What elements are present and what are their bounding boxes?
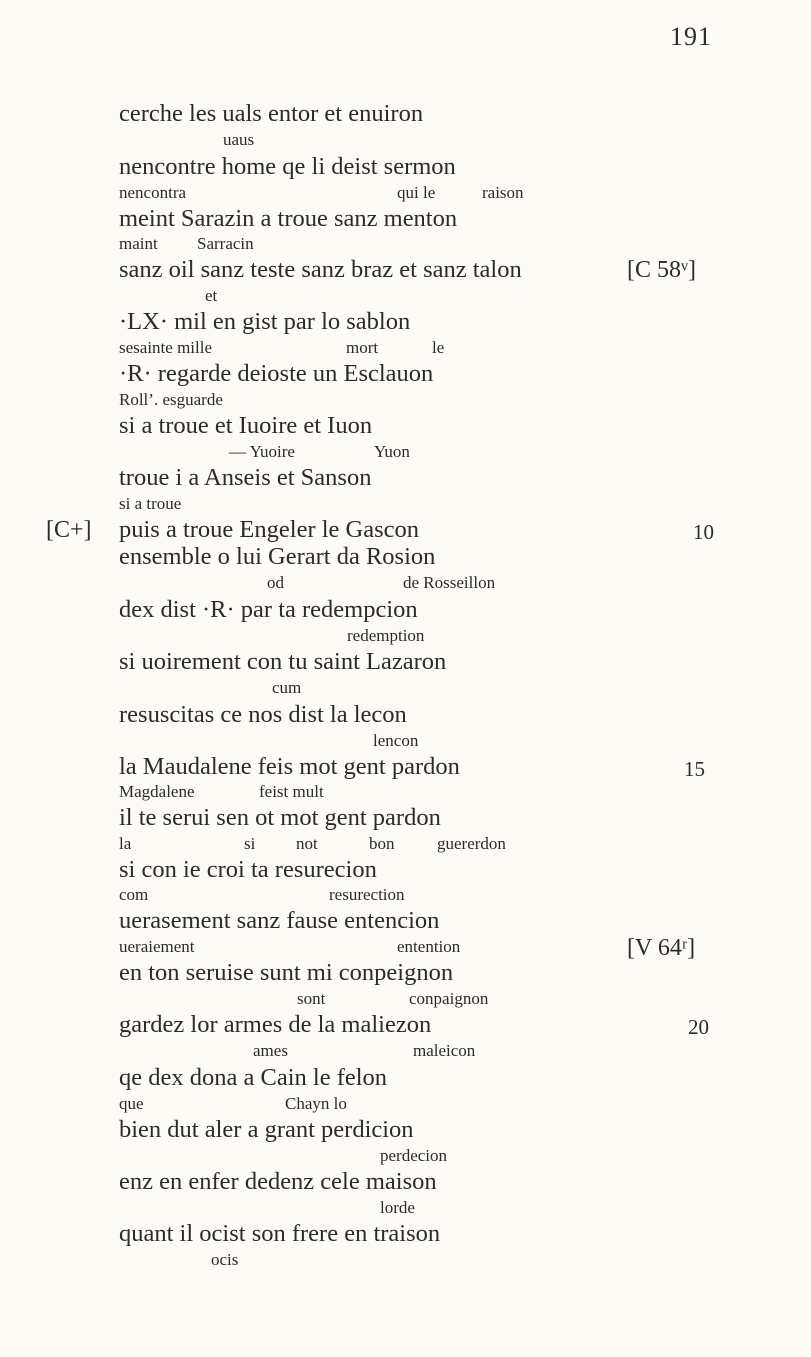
variant-reading: od (267, 573, 284, 592)
verse-line: bien dut aler a grant perdicion (119, 1116, 414, 1143)
verse-line: la Maudalene feis mot gent pardon (119, 753, 460, 780)
verse-line: troue i a Anseis et Sanson (119, 464, 372, 491)
variant-reading: maint (119, 234, 158, 253)
verse-line: en ton seruise sunt mi conpeignon (119, 959, 454, 986)
variant-reading: bon (369, 834, 395, 853)
variant-reading: cum (272, 678, 302, 697)
variant-reading: entention (397, 937, 461, 956)
manuscript-folio-ref: [V 64ʳ] (627, 935, 696, 961)
variant-reading: ueraiement (119, 937, 195, 956)
variant-reading: sont (297, 989, 326, 1008)
verse-line: quant il ocist son frere en traison (119, 1220, 441, 1247)
variant-reading: que (119, 1094, 144, 1113)
variant-reading: qui le (397, 183, 436, 202)
variant-reading: si (244, 834, 256, 853)
verse-line: ·R· regarde deioste un Esclauon (119, 360, 434, 387)
variant-reading: Magdalene (119, 782, 195, 801)
variant-reading: ocis (211, 1250, 239, 1269)
verse-line: ·LX· mil en gist par lo sablon (119, 308, 411, 335)
variant-reading: resurection (329, 885, 405, 904)
verse-line: sanz oil sanz teste sanz braz et sanz talon (119, 256, 522, 283)
verse-line: dex dist ·R· par ta redempcion (119, 596, 418, 623)
verse-line: meint Sarazin a troue sanz menton (119, 205, 458, 232)
variant-reading: de Rosseillon (403, 573, 496, 592)
variant-reading: — Yuoire (229, 442, 295, 461)
variant-reading: Chayn lo (285, 1094, 347, 1113)
line-number: 15 (684, 757, 705, 781)
variant-reading: feist mult (259, 782, 324, 801)
verse-line: si con ie croi ta resurecion (119, 856, 377, 883)
verse-line: ensemble o lui Gerart da Rosion (119, 543, 436, 570)
variant-reading: guererdon (437, 834, 506, 853)
verse-line: puis a troue Engeler le Gascon (119, 516, 420, 543)
variant-reading: mort (346, 338, 379, 357)
page-number: 191 (670, 22, 712, 51)
verse-line: nencontre home qe li deist sermon (119, 153, 456, 180)
variant-reading: si a troue (119, 494, 182, 513)
variant-reading: redemption (347, 626, 425, 645)
variant-reading: Sarracin (197, 234, 254, 253)
variant-reading: sesainte mille (119, 338, 213, 357)
verse-line: il te serui sen ot mot gent pardon (119, 804, 441, 831)
verse-line: uerasement sanz fause entencion (119, 907, 440, 934)
variant-reading: le (432, 338, 445, 357)
manuscript-folio-ref: [C 58ᵛ] (627, 257, 697, 283)
verse-line: cerche les uals entor et enuiron (119, 100, 424, 127)
variant-reading: nencontra (119, 183, 187, 202)
verse-line: qe dex dona a Cain le felon (119, 1064, 388, 1091)
variant-reading: la (119, 834, 132, 853)
verse-line: resuscitas ce nos dist la lecon (119, 701, 407, 728)
variant-reading: Roll’. esguarde (119, 390, 223, 409)
variant-reading: uaus (223, 130, 255, 149)
line-number: 20 (688, 1015, 709, 1039)
variant-reading: lorde (380, 1198, 415, 1217)
variant-reading: not (296, 834, 318, 853)
variant-reading: raison (482, 183, 524, 202)
verse-line: si uoirement con tu saint Lazaron (119, 648, 447, 675)
manuscript-ref: [C+] (46, 517, 92, 543)
verse-line: si a troue et Iuoire et Iuon (119, 412, 373, 439)
variant-reading: Yuon (374, 442, 410, 461)
variant-reading: perdecion (380, 1146, 448, 1165)
line-number: 10 (693, 520, 714, 544)
verse-line: gardez lor armes de la maliezon (119, 1011, 432, 1038)
verse-line: enz en enfer dedenz cele maison (119, 1168, 437, 1195)
variant-reading: et (205, 286, 218, 305)
variant-reading: lencon (373, 731, 419, 750)
variant-reading: com (119, 885, 149, 904)
variant-reading: conpaignon (409, 989, 489, 1008)
variant-reading: ames (253, 1041, 288, 1060)
variant-reading: maleicon (413, 1041, 476, 1060)
